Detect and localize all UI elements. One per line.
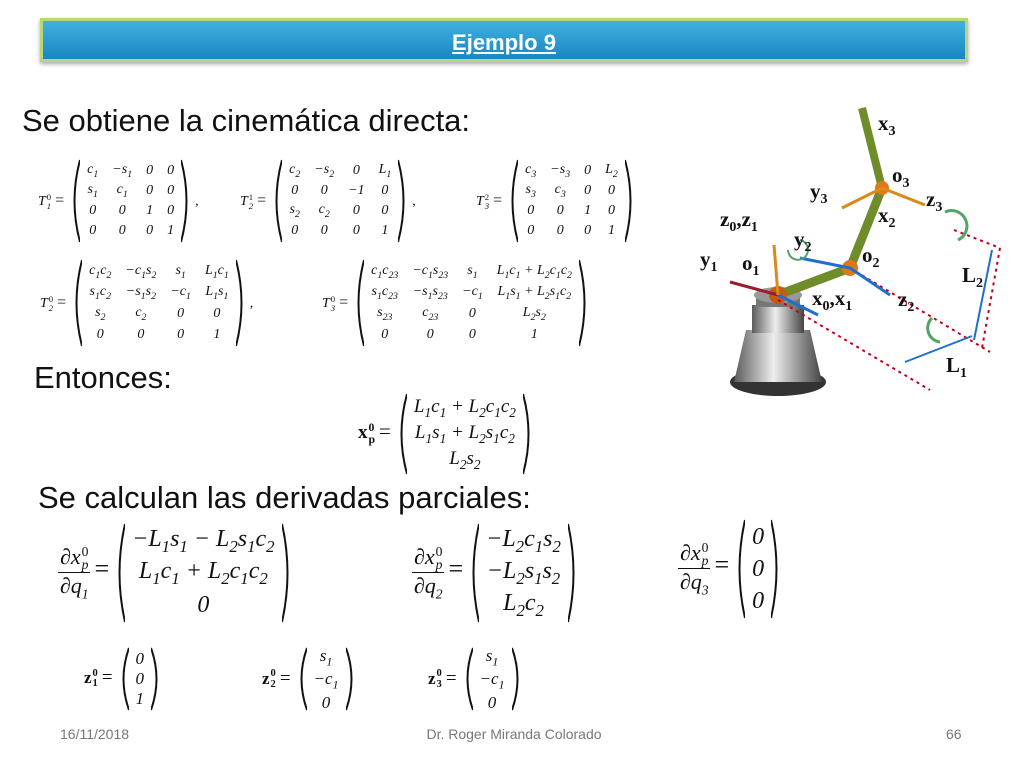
paren-left bbox=[117, 646, 129, 712]
footer-author: Dr. Roger Miranda Colorado bbox=[426, 726, 602, 742]
heading-derivadas: Se calculan las derivadas parciales: bbox=[38, 480, 531, 515]
banner-title: Ejemplo 9 bbox=[452, 30, 556, 55]
heading-entonces: Entonces: bbox=[34, 360, 172, 395]
robot-label-z2: $z_2$ bbox=[898, 287, 915, 315]
robot-label-L2: $L_2$ bbox=[962, 263, 984, 291]
title-banner bbox=[40, 18, 968, 62]
robot-label-y2: $y_2$ bbox=[794, 227, 812, 255]
heading-cinematica: Se obtiene la cinemática directa: bbox=[22, 103, 471, 138]
vector-xp: x 0 p $=L_1c_1 + L_2c_1c_2$ $L_1s_1 + L_2s_1c_2$ $L_2s_2$ bbox=[358, 392, 535, 476]
paren-right bbox=[625, 158, 637, 244]
paren-right bbox=[236, 258, 248, 348]
robot-diagram bbox=[700, 90, 1020, 415]
paren-left bbox=[270, 158, 282, 244]
paren-right bbox=[181, 158, 193, 244]
robot-links bbox=[769, 108, 889, 304]
z-vector-3: z 0 3 $=s_1$ $-c_1$ 0 bbox=[428, 646, 524, 713]
paren-left bbox=[295, 646, 307, 712]
paren-right bbox=[398, 158, 410, 244]
matrix-T10: T 0 1 $=c_1$ $-s_1$ 0 0 $s_1$ $c_1$ 0 0 0 0 1 0 0 0 0 1, bbox=[38, 158, 199, 244]
paren-right bbox=[568, 522, 580, 624]
robot-label-x0x1: $x_0,x_1$ bbox=[812, 286, 853, 314]
matrix-T20: T 0 2 $=c_1c_2$ $-c_1s_2$ $s_1$ $L_1c_1$ $s_1c_2$ $-s_1s_2$ $-c_1$ $L_1s_1$ $s_2$ $c_2$ 0 0 0 0 0 1, bbox=[40, 258, 253, 348]
paren-left bbox=[467, 522, 479, 624]
robot-label-z0z1: $z_0,z_1$ bbox=[720, 207, 758, 235]
footer-page: 66 bbox=[946, 726, 962, 742]
robot-label-y1: $y_1$ bbox=[700, 247, 718, 275]
robot-label-x3: $x_3$ bbox=[878, 111, 896, 139]
robot-label-o1: $o_1$ bbox=[742, 251, 760, 279]
matrix-T21: T 1 2 $=c_2$ $-s_2$ 0 $L_1$ 0 0 −1 0 $s_2$ $c_2$ 0 0 0 0 0 1, bbox=[240, 158, 416, 244]
paren-left bbox=[395, 392, 407, 476]
robot-label-L1: $L_1$ bbox=[946, 353, 968, 381]
robot-label-z3: $z_3$ bbox=[926, 187, 943, 215]
footer-date: 16/11/2018 bbox=[60, 726, 130, 742]
derivative-q1: ∂x 0 p $\partial q_1$ $=-L_1s_1 - L_2s_1c_2$ $L_1c_1 + L_2c_1c_2$ 0 bbox=[58, 522, 294, 624]
paren-left bbox=[733, 518, 745, 620]
robot-label-o3: $o_3$ bbox=[892, 163, 910, 191]
derivative-q2: ∂x 0 p $\partial q_2$ $=-L_2c_1s_2$ $-L_2s_1s_2$ $L_2c_2$ bbox=[412, 522, 580, 624]
paren-right bbox=[512, 646, 524, 712]
paren-right bbox=[151, 646, 163, 712]
robot-label-x2: $x_2$ bbox=[878, 203, 896, 231]
paren-left bbox=[352, 258, 364, 348]
paren-right bbox=[282, 522, 294, 624]
derivative-q3: ∂x 0 p $\partial q_3$ =0 0 0 bbox=[678, 518, 783, 620]
paren-left bbox=[506, 158, 518, 244]
z-vector-2: z 0 2 $=s_1$ $-c_1$ 0 bbox=[262, 646, 358, 713]
matrix-T30: T 0 3 $=c_1c_{23}$ $-c_1s_{23}$ $s_1$ $L_1c_1 + L_2c_1c_2$ $s_1c_{23}$ $-s_1s_{23}$ $-c_1$ $L_1s_1 + L_2s_1c_2$ $s_{23}$ $c_{23}$ 0 $L_2s_2$ 0 0 0 1 bbox=[322, 258, 591, 348]
z-vector-1: z 0 1 =0 0 1 bbox=[84, 646, 163, 712]
robot-label-y3: $y_3$ bbox=[810, 179, 828, 207]
paren-left bbox=[68, 158, 80, 244]
paren-right bbox=[346, 646, 358, 712]
paren-left bbox=[70, 258, 82, 348]
robot-label-o2: $o_2$ bbox=[862, 243, 880, 271]
paren-right bbox=[771, 518, 783, 620]
paren-left bbox=[113, 522, 125, 624]
matrix-T32: T 2 3 $=c_3$ $-s_3$ 0 $L_2$ $s_3$ $c_3$ 0 0 0 0 1 0 0 0 0 1 bbox=[476, 158, 637, 244]
paren-right bbox=[523, 392, 535, 476]
paren-left bbox=[461, 646, 473, 712]
paren-right bbox=[579, 258, 591, 348]
